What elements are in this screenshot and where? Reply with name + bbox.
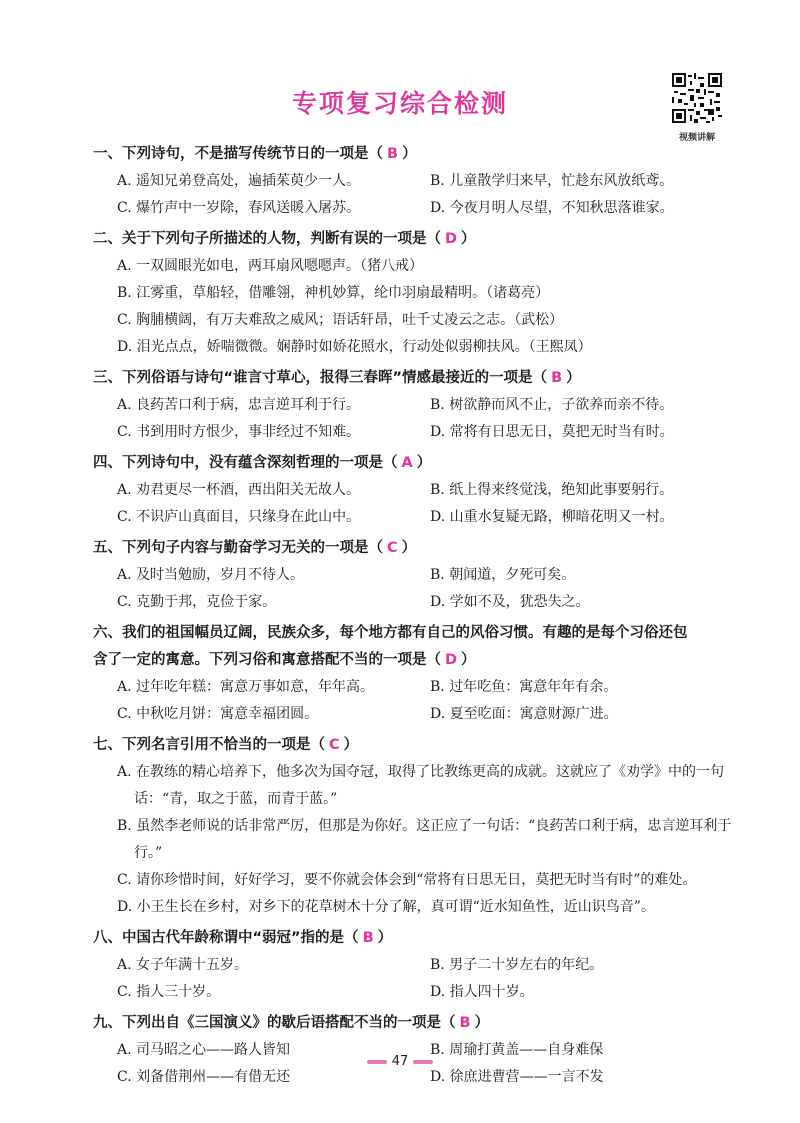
question-9 <box>93 1010 733 1091</box>
question-4 <box>93 450 733 531</box>
option-c: C. 书到用时方恨少，事非经过不知难。 <box>117 424 361 440</box>
page-title: 专项复习综合检测 <box>291 89 508 118</box>
option-c: C. 克勤于邦，克俭于家。 <box>117 594 277 610</box>
option-c: C. 中秋吃月饼：寓意幸福团圆。 <box>117 706 319 722</box>
option-d: D. 夏至吃面：寓意财源广进。 <box>430 706 618 722</box>
option-b: B. 过年吃鱼：寓意年年有余。 <box>430 679 618 695</box>
option-c: C. 指人三十岁。 <box>117 984 221 1000</box>
option-b: B. 虽然李老师说的话非常严厉，但那是为你好。这正应了一句话：“良药苦口利于病，忠言逆耳利于行。” <box>117 818 732 861</box>
option-c: C. 请你珍惜时间，好好学习，要不你就会体会到“常将有日思无日，莫把无时当有时”的难处。 <box>117 872 697 888</box>
option-b: B. 江雾重，草船轻，借雕翎，神机妙算，纶巾羽扇最精明。（诸葛亮） <box>117 285 550 301</box>
option-c: C. 爆竹声中一岁除，春风送暖入屠苏。 <box>117 200 361 216</box>
question-7 <box>93 732 733 921</box>
option-a: A. 遥知兄弟登高处，遍插茱萸少一人。 <box>117 173 361 189</box>
option-b: B. 男子二十岁左右的年纪。 <box>430 957 604 973</box>
answer-mark: B <box>551 370 563 386</box>
option-d: D. 山重水复疑无路，柳暗花明又一村。 <box>430 509 674 525</box>
option-d: D. 指人四十岁。 <box>430 984 534 1000</box>
option-a: A. 司马昭之心——路人皆知 <box>117 1042 291 1058</box>
answer-mark: C <box>329 737 340 753</box>
option-a: A. 过年吃年糕：寓意万事如意，年年高。 <box>117 679 375 695</box>
option-d: D. 小王生长在乡村，对乡下的花草树木十分了解，真可谓“近水知鱼性，近山识鸟音”。 <box>117 899 655 915</box>
option-d: D. 徐庶进曹营——一言不发 <box>430 1069 604 1085</box>
question-list <box>93 141 733 1095</box>
question-stem: 含了一定的寓意。下列习俗和寓意搭配不当的一项是（ D ） <box>93 652 476 668</box>
answer-mark: D <box>445 652 458 668</box>
question-3 <box>93 365 733 446</box>
question-2 <box>93 226 733 361</box>
option-d: D. 今夜月明人尽望，不知秋思落谁家。 <box>430 200 674 216</box>
question-stem: 一、下列诗句，不是描写传统节日的一项是（ B ） <box>93 146 417 162</box>
question-stem: 五、下列句子内容与勤奋学习无关的一项是（ C ） <box>93 540 417 556</box>
question-stem: 八、中国古代年龄称谓中“弱冠”指的是（ B ） <box>93 930 393 946</box>
option-d: D. 泪光点点，娇喘微微。娴静时如娇花照水，行动处似弱柳扶风。（王熙凤） <box>117 339 592 355</box>
question-stem: 九、下列出自《三国演义》的歇后语搭配不当的一项是（ B ） <box>93 1015 490 1031</box>
option-c: C. 胸脯横阔，有万夫难敌之威风；语话轩昂，吐千丈凌云之志。（武松） <box>117 312 564 328</box>
page-number: 47 <box>0 1054 800 1069</box>
qr-code-icon[interactable] <box>672 73 722 123</box>
question-stem: 四、下列诗句中，没有蕴含深刻哲理的一项是（ A ） <box>93 455 432 471</box>
answer-mark: B <box>459 1015 471 1031</box>
answer-mark: B <box>362 930 374 946</box>
option-b: B. 儿童散学归来早，忙趁东风放纸鸢。 <box>430 173 674 189</box>
option-d: D. 学如不及，犹恐失之。 <box>430 594 590 610</box>
answer-mark: B <box>387 146 399 162</box>
question-stem: 二、关于下列句子所描述的人物，判断有误的一项是（ D ） <box>93 231 476 247</box>
page-number-bar-right <box>413 1060 433 1064</box>
option-a: A. 一双圆眼光如电，两耳扇风嗯嗯声。（猪八戒） <box>117 258 424 274</box>
option-a: A. 良药苦口利于病，忠言逆耳利于行。 <box>117 397 361 413</box>
question-8 <box>93 925 733 1006</box>
page-number-bar-left <box>367 1060 387 1064</box>
question-stem: 三、下列俗语与诗句“谁言寸草心，报得三春晖”情感最接近的一项是（ B ） <box>93 370 581 386</box>
question-1 <box>93 141 733 222</box>
question-5 <box>93 535 733 616</box>
option-b: B. 朝闻道，夕死可矣。 <box>430 567 576 583</box>
option-a: A. 劝君更尽一杯酒，西出阳关无故人。 <box>117 482 361 498</box>
option-c: C. 不识庐山真面目，只缘身在此山中。 <box>117 509 361 525</box>
option-c: C. 刘备借荆州——有借无还 <box>117 1069 291 1085</box>
option-a: A. 在教练的精心培养下，他多次为国夺冠，取得了比教练更高的成就。这就应了《劝学》中的一句话：“青，取之于蓝，而青于蓝。” <box>117 764 725 807</box>
option-a: A. 女子年满十五岁。 <box>117 957 249 973</box>
option-b: B. 树欲静而风不止，子欲养而亲不待。 <box>430 397 674 413</box>
answer-mark: A <box>401 455 413 471</box>
question-6 <box>93 620 733 728</box>
question-stem: 七、下列名言引用不恰当的一项是（ C ） <box>93 737 359 753</box>
question-stem-line-1: 六、我们的祖国幅员辽阔，民族众多，每个地方都有自己的风俗习惯。有趣的是每个习俗还包 <box>93 625 688 641</box>
qr-caption: 视频讲解 <box>678 133 715 143</box>
answer-mark: C <box>387 540 398 556</box>
answer-mark: D <box>445 231 458 247</box>
option-d: D. 常将有日思无日，莫把无时当有时。 <box>430 424 674 440</box>
option-b: B. 周瑜打黄盖——自身难保 <box>430 1042 604 1058</box>
option-a: A. 及时当勉励，岁月不待人。 <box>117 567 305 583</box>
option-b: B. 纸上得来终觉浅，绝知此事要躬行。 <box>430 482 674 498</box>
